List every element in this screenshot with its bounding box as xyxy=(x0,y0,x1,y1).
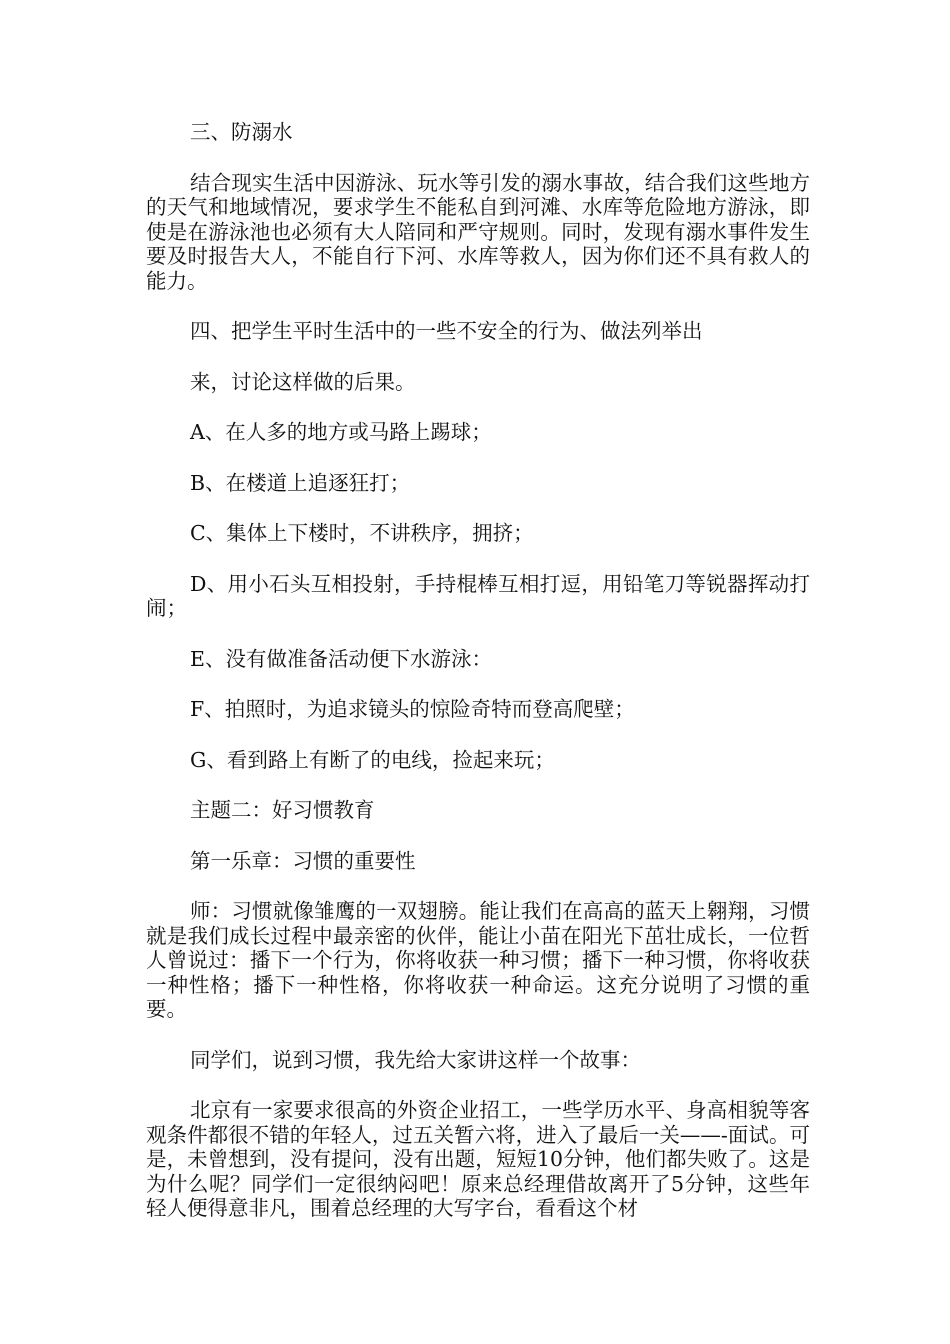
list-item-f: F、拍照时，为追求镜头的惊险奇特而登高爬壁； xyxy=(190,697,635,721)
list-item-d: D、用小石头互相投射，手持棍棒互相打逗，用铅笔刀等锐器挥动打闹； xyxy=(146,571,810,620)
list-item-b: B、在楼道上追逐狂打； xyxy=(190,470,411,495)
paragraph-discuss-consequences: 来，讨论这样做的后果。 xyxy=(190,369,416,394)
list-item-e: E、没有做准备活动便下水游泳： xyxy=(190,646,492,671)
list-item-a: A、在人多的地方或马路上踢球； xyxy=(190,420,492,444)
document-page xyxy=(146,120,810,1247)
section-heading-drowning: 三、防溺水 xyxy=(190,120,293,144)
paragraph-teacher-habits: 师：习惯就像雏鹰的一双翅膀。能让我们在高高的蓝天上翱翔，习惯就是我们成长过程中最亲密的伙伴，能让小苗在阳光下茁壮成长，一位哲人曾说过：播下一个行为，你将收获一种习惯；播下一种习惯，你将收获一种性格；播下一种性格，你将收获一种命运。这充分说明了习惯的重要。 xyxy=(146,899,810,1021)
movement-one-heading: 第一乐章：习惯的重要性 xyxy=(190,848,416,873)
paragraph-story-intro: 同学们，说到习惯，我先给大家讲这样一个故事： xyxy=(190,1047,641,1072)
list-item-g: G、看到路上有断了的电线，捡起来玩； xyxy=(190,747,555,772)
theme-two-heading: 主题二：好习惯教育 xyxy=(190,798,375,822)
list-item-c: C、集体上下楼时，不讲秩序，拥挤； xyxy=(190,521,534,545)
paragraph-story-body: 北京有一家要求很高的外资企业招工，一些学历水平、身高相貌等客观条件都很不错的年轻人，过五关暂六将，进入了最后一关——-面试。可是，未曾想到，没有提问，没有出题，短短10分钟，他们都失败了。这是为什么呢？同学们一定很纳闷吧！原来总经理借故离开了5分钟，这些年轻人便得意非凡，围着总经理的大写字台，看看这个材 xyxy=(146,1098,810,1220)
paragraph-drowning-rules: 结合现实生活中因游泳、玩水等引发的溺水事故，结合我们这些地方的天气和地域情况，要求学生不能私自到河滩、水库等危险地方游泳，即使是在游泳池也必须有大人陪同和严守规则。同时，发现有溺水事件发生要及时报告大人，不能自行下河、水库等救人，因为你们还不具有救人的能力。 xyxy=(146,170,810,293)
section-heading-unsafe-behaviors: 四、把学生平时生活中的一些不安全的行为、做法列举出 xyxy=(190,319,703,343)
